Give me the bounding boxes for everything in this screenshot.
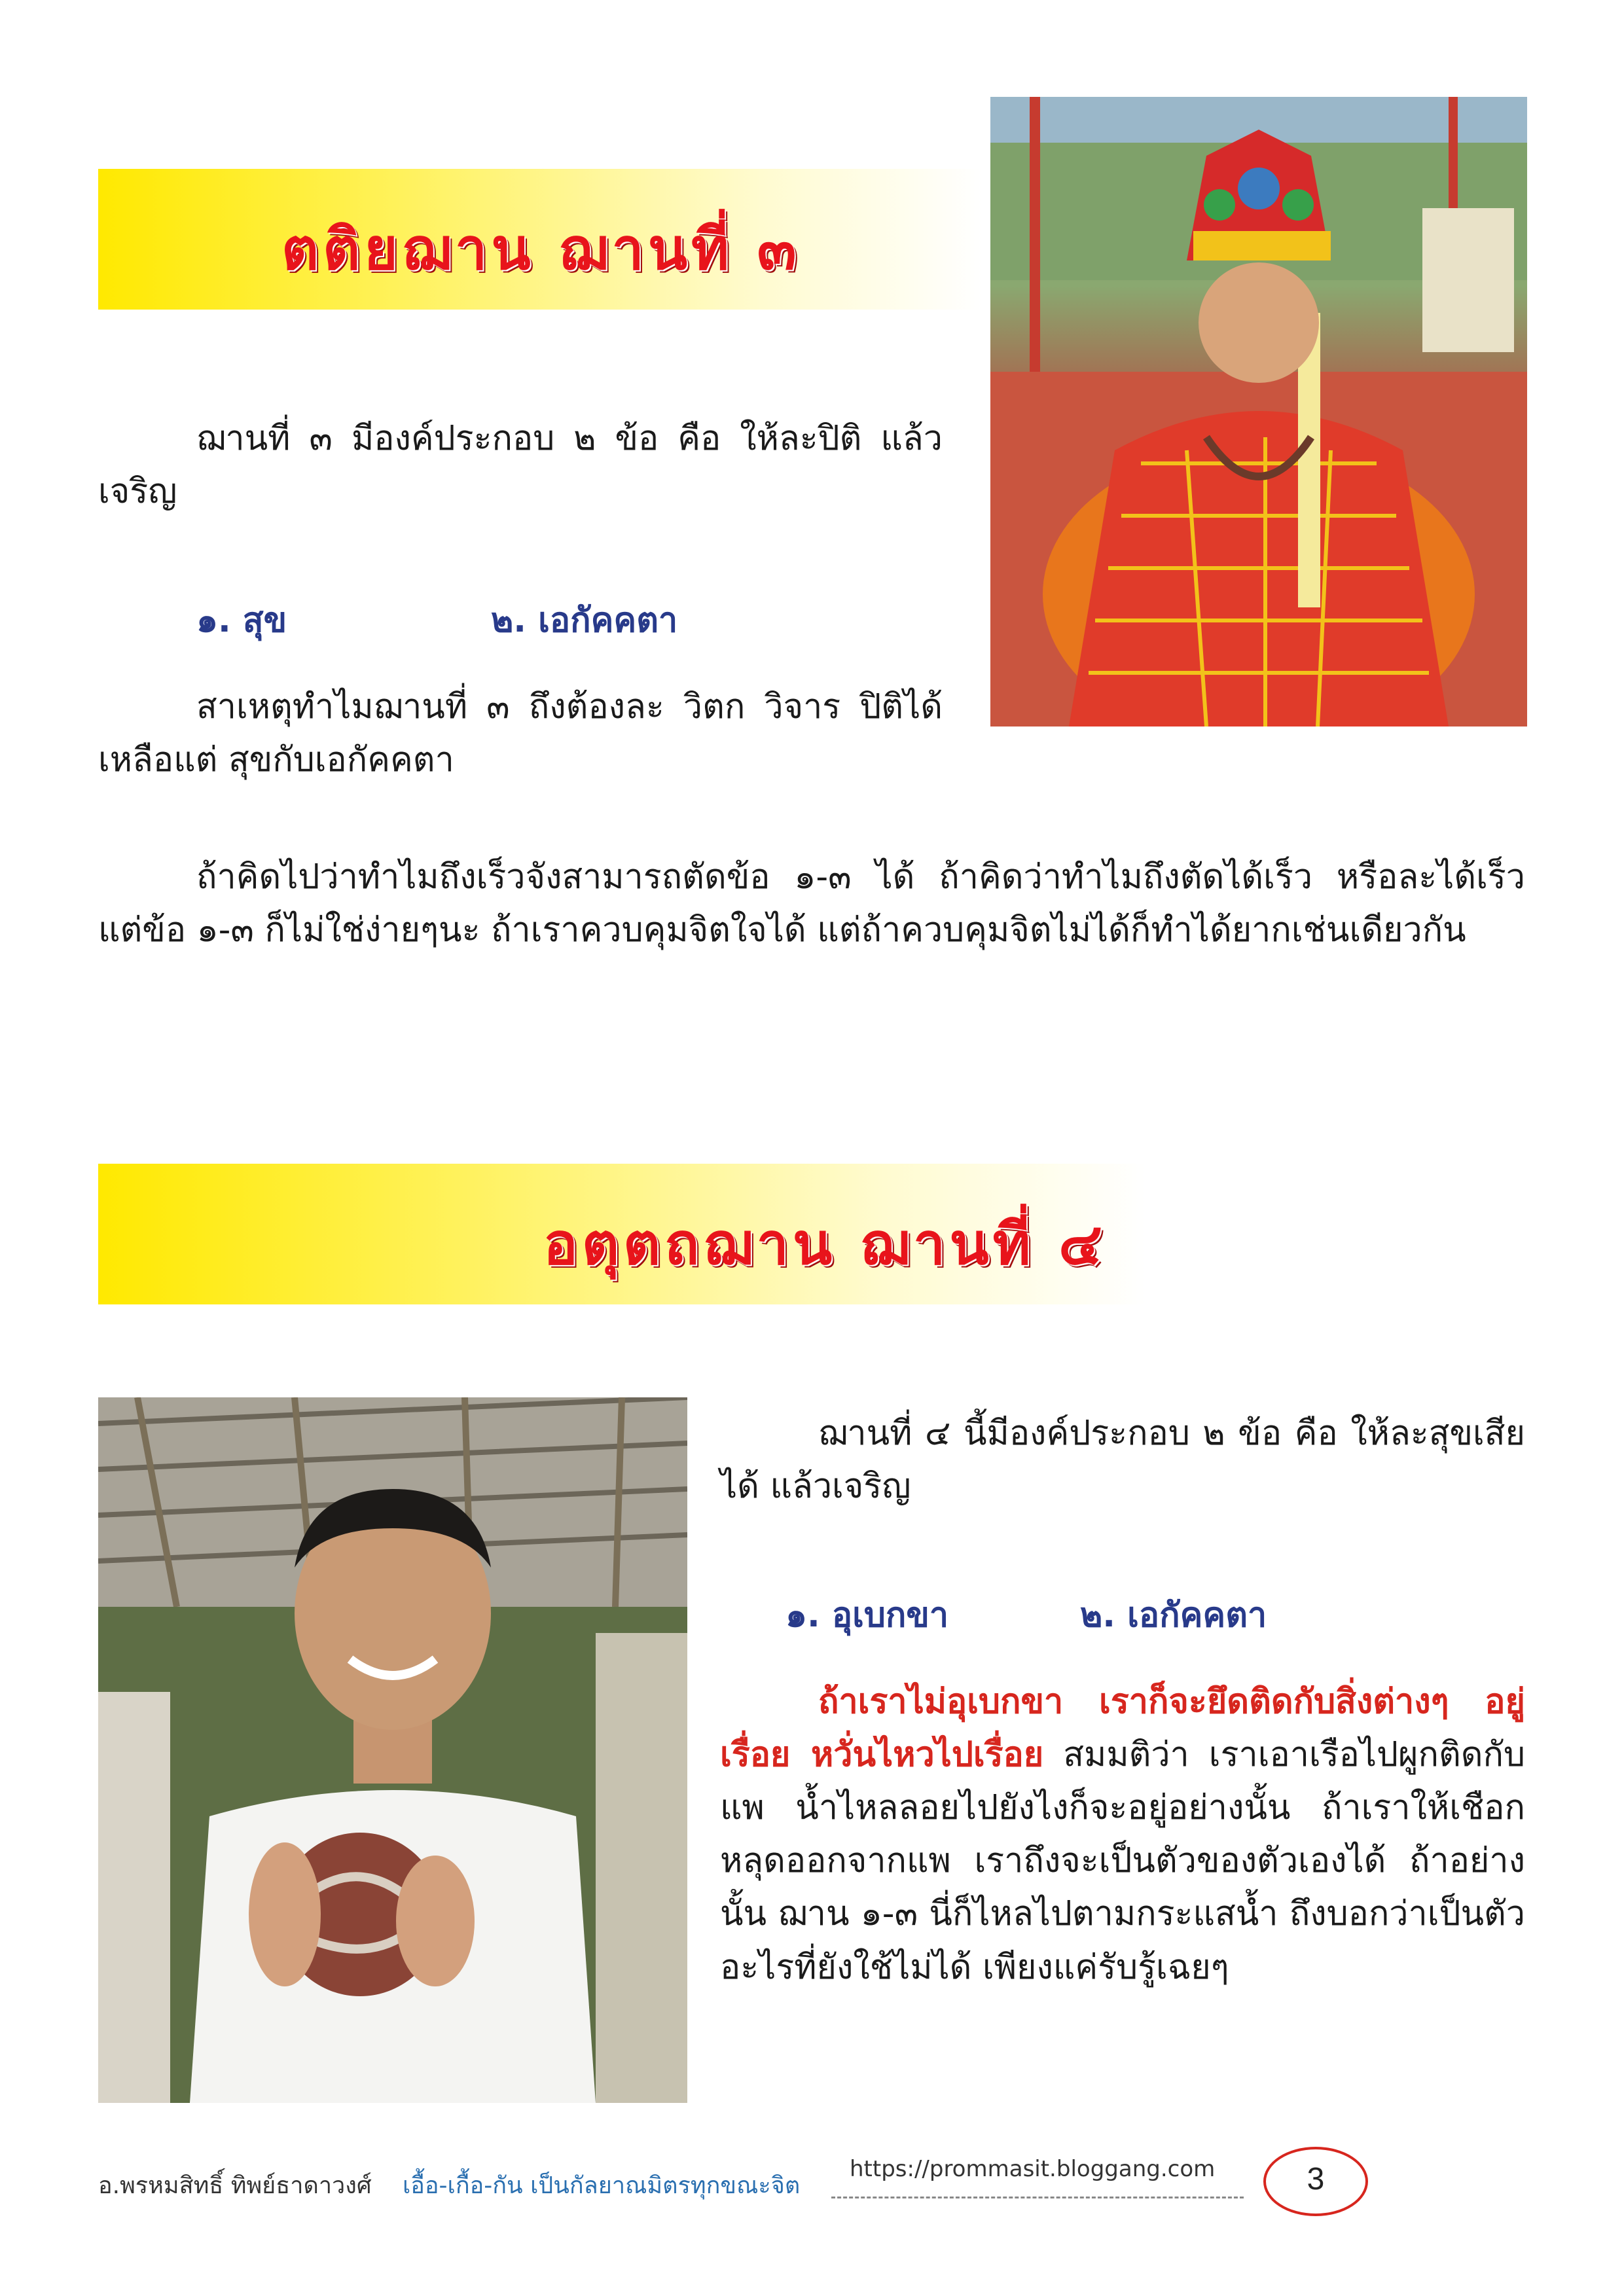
- section1-item-2: ๒. เอกัคคตา: [491, 601, 678, 640]
- photo-man-holding-stone: [98, 1397, 687, 2103]
- photo-monk-illustration: [990, 97, 1527, 726]
- footer-url-link[interactable]: https://prommasit.bloggang.com: [850, 2156, 1216, 2182]
- footer-divider: [831, 2197, 1244, 2198]
- section2-body-text: สมมติว่า เราเอาเรือไปผูกติดกับแพ น้ำไหลลอยไปยังไงก็จะอยู่อย่างนั้น ถ้าเราให้เชือกหลุดออกจากแพ เราถึงจะเป็นตัวของตัวเองได้ ถ้าอย่างนั้น ฌาน ๑-๓ นี่ก็ไหลไปตามกระแสน้ำ ถึงบอกว่าเป็นตัวอะไรที่ยังใช้ไม่ได้ เพียงแค่รับรู้เฉยๆ: [720, 1735, 1525, 1987]
- page-number: 3: [1307, 2162, 1325, 2197]
- section2-item-2: ๒. เอกัคคตา: [1080, 1596, 1267, 1635]
- footer-author: อ.พรหมสิทธิ์ ทิพย์ธาดาวงศ์: [98, 2172, 372, 2199]
- footer-slogan: เอื้อ-เกื้อ-กัน เป็นกัลยาณมิตรทุกขณะจิต: [403, 2172, 801, 2199]
- page-number-circle: [1263, 2147, 1368, 2216]
- section2-item-1: ๑. อุเบกขา: [785, 1596, 949, 1635]
- section1-item-1: ๑. สุข: [196, 601, 287, 640]
- section-banner-1: [98, 169, 982, 310]
- section2-paragraph-1: ฌานที่ ๔ นี้มีองค์ประกอบ ๒ ข้อ คือ ให้ละสุขเสียได้ แล้วเจริญ: [720, 1414, 1525, 1507]
- section2-emphasis-text: ถ้าเราไม่อุเบกขา เราก็จะยึดติดกับสิ่งต่างๆ อยู่เรื่อย หวั่นไหวไปเรื่อย: [720, 1682, 1525, 1775]
- section1-paragraph-2: สาเหตุทำไมฌานที่ ๓ ถึงต้องละ วิตก วิจาร ปิติได้ เหลือแต่ สุขกับเอกัคคตา: [98, 687, 943, 780]
- section-banner-2: [98, 1164, 1146, 1304]
- section-title-2: อตุตถฌาน ฌานที่ ๔: [543, 1210, 1106, 1278]
- section-title-1: ตติยฌาน ฌานที่ ๓: [281, 215, 801, 283]
- photo-man-illustration: [98, 1397, 687, 2103]
- section1-paragraph-1: ฌานที่ ๓ มีองค์ประกอบ ๒ ข้อ คือ ให้ละปิติ แล้วเจริญ: [98, 419, 943, 512]
- photo-monk-ceremony: [990, 97, 1527, 726]
- page-footer: [0, 2147, 1624, 2225]
- section2-paragraph-2: [720, 1676, 1525, 1994]
- section1-paragraph-3: ถ้าคิดไปว่าทำไมถึงเร็วจังสามารถตัดข้อ ๑-๓ ได้ ถ้าคิดว่าทำไมถึงตัดได้เร็ว หรือละได้เร็ว แต่ข้อ ๑-๓ ก็ไม่ใช่ง่ายๆนะ ถ้าเราควบคุมจิตใจได้ แต่ถ้าควบคุมจิตไม่ได้ก็ทำได้ยากเช่นเดียวกัน: [98, 857, 1525, 950]
